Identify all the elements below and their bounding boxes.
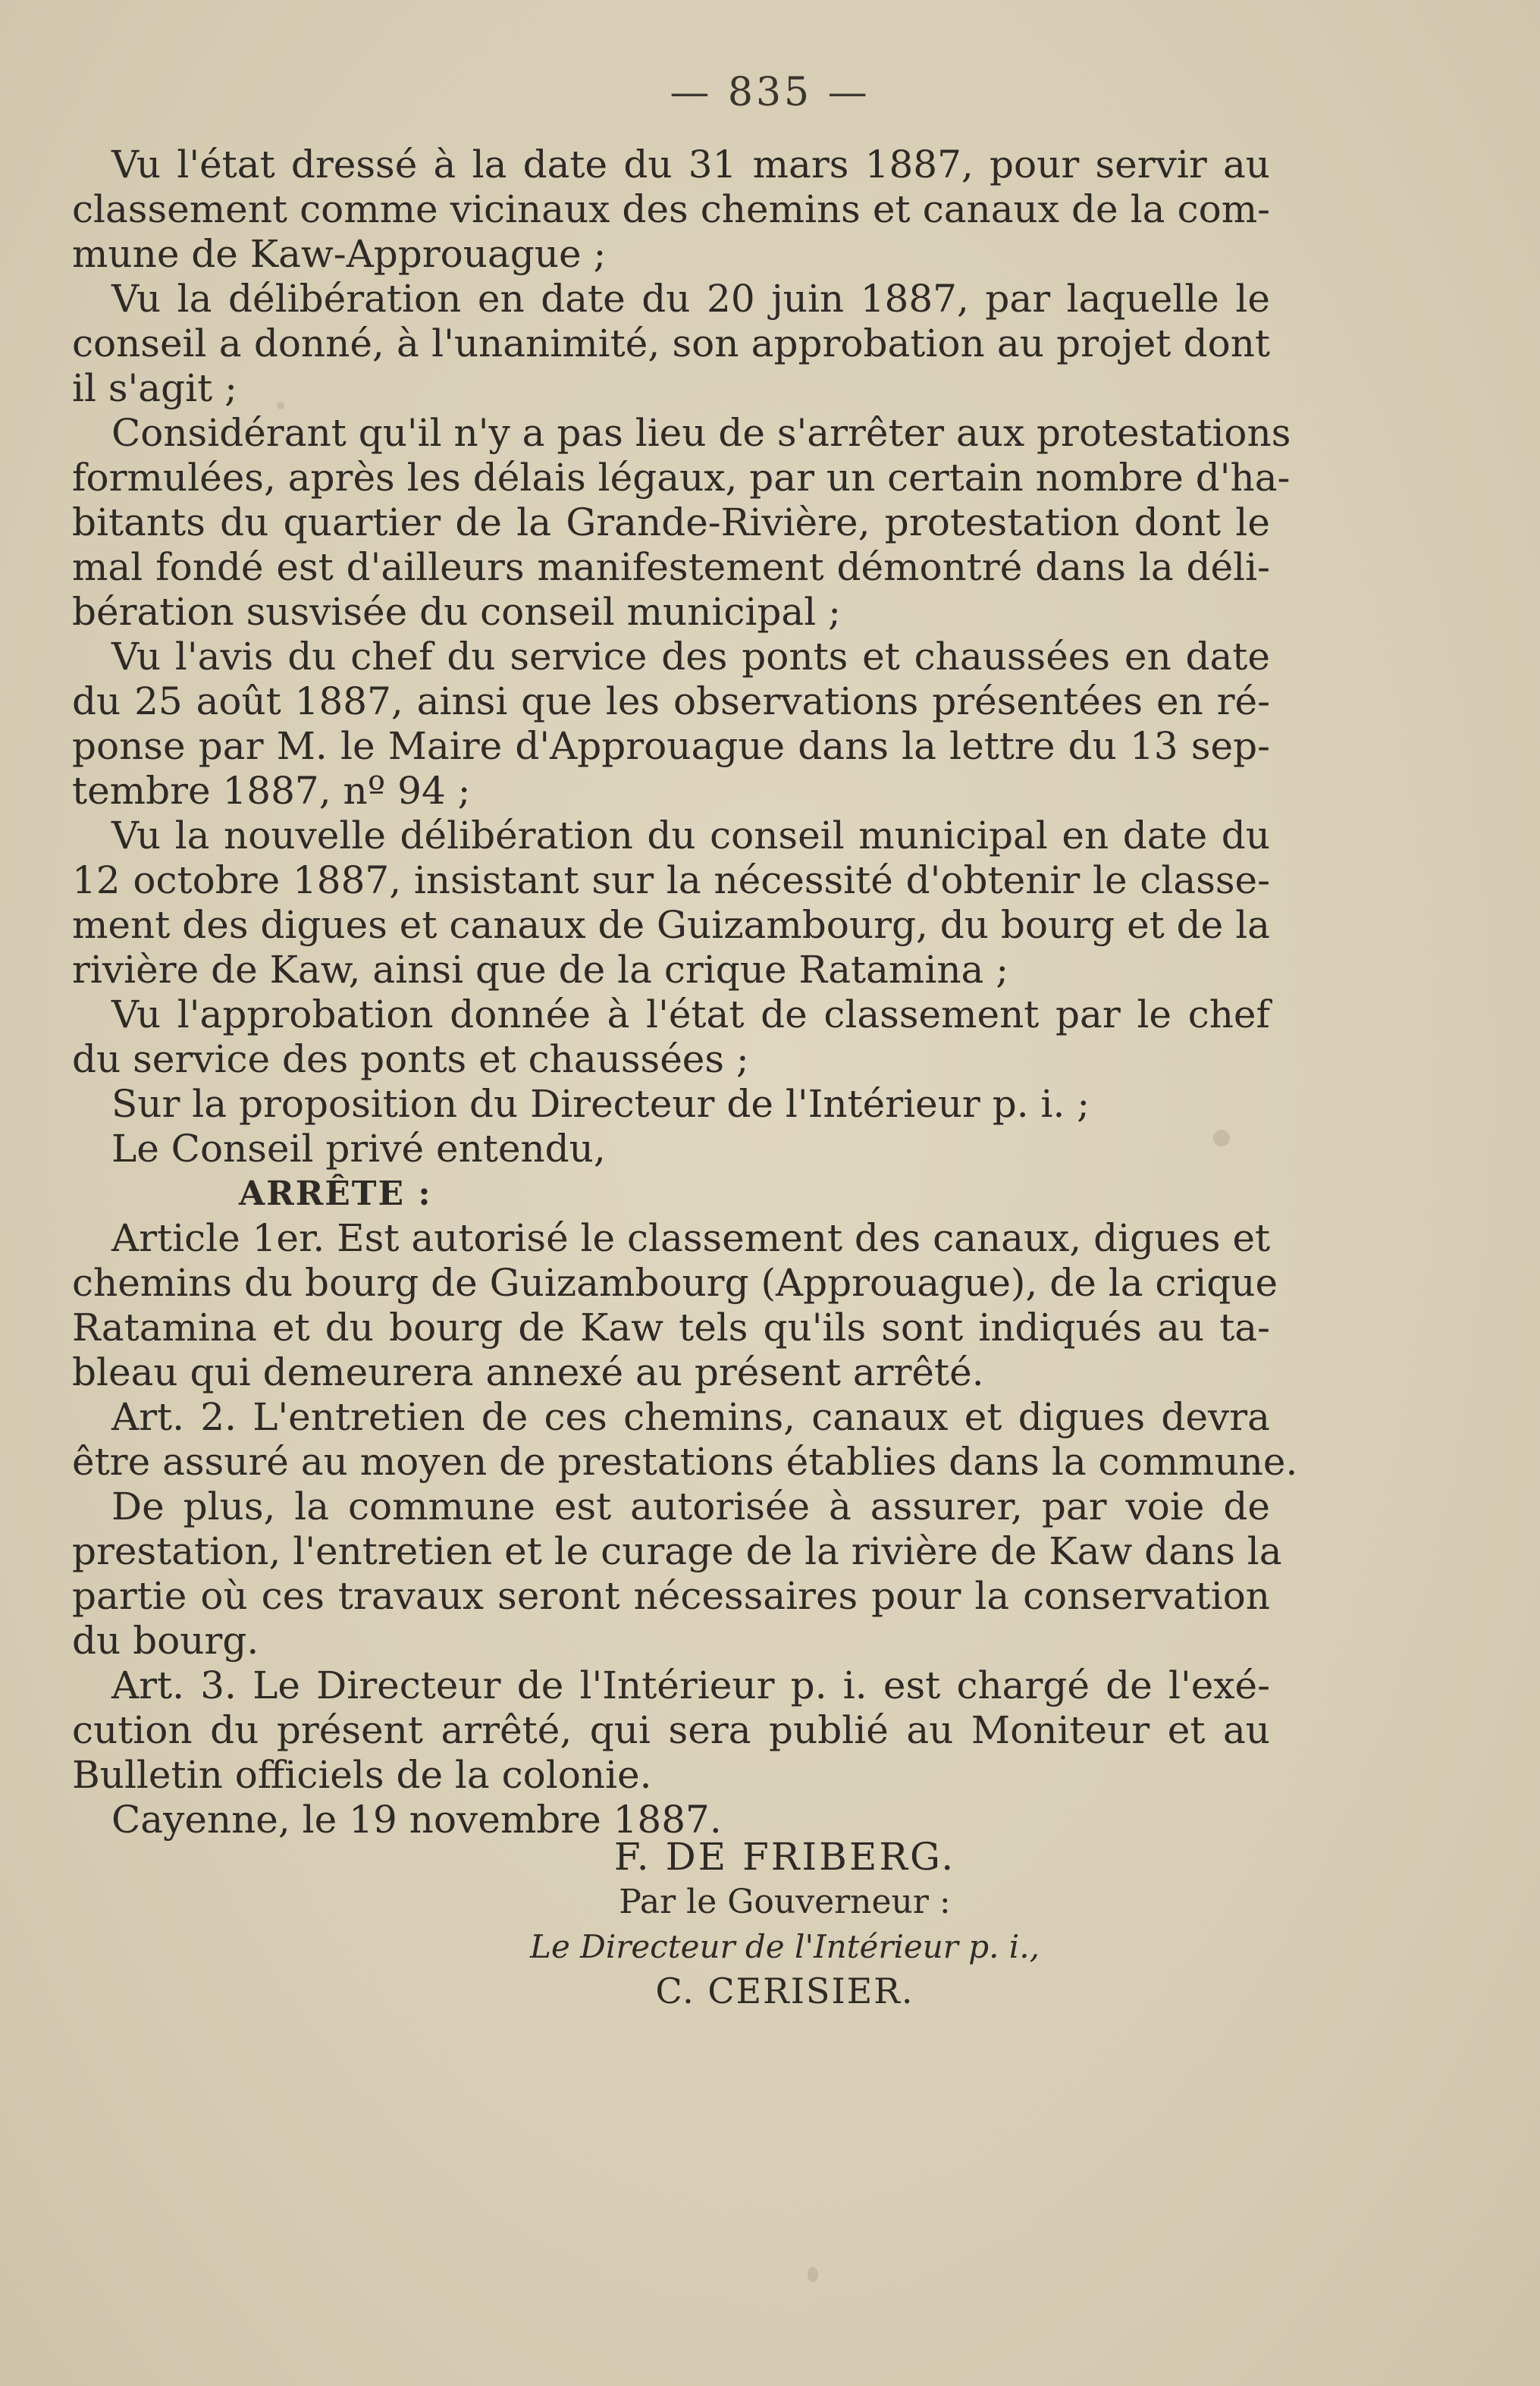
text-line: il s'agit ; bbox=[72, 366, 237, 410]
signature-name: F. DE FRIBERG. bbox=[613, 1835, 956, 1879]
signature-title: Le Directeur de l'Intérieur p. i., bbox=[530, 1928, 1040, 1965]
text-line: rivière de Kaw, ainsi que de la crique Ratamina ; bbox=[72, 948, 1009, 992]
text-line: Vu la nouvelle délibération du conseil municipal en date du bbox=[111, 814, 1270, 858]
signature-official: C. CERISIER. bbox=[655, 1971, 914, 2011]
text-line: Vu l'approbation donnée à l'état de classement par le chef bbox=[111, 992, 1270, 1036]
text-line: conseil a donné, à l'unanimité, son approbation au projet dont bbox=[72, 321, 1270, 365]
text-line: être assuré au moyen de prestations établies dans la commune. bbox=[72, 1440, 1298, 1484]
text-line: De plus, la commune est autorisée à assurer, par voie de bbox=[111, 1485, 1270, 1528]
text-line: Bulletin officiels de la colonie. bbox=[72, 1753, 652, 1797]
paper-speck bbox=[1213, 1130, 1230, 1146]
text-line: Considérant qu'il n'y a pas lieu de s'arrêter aux protestations bbox=[111, 411, 1291, 455]
text-line: mune de Kaw-Approuague ; bbox=[72, 232, 607, 276]
signature-block bbox=[72, 1835, 1270, 2014]
text-line: Art. 3. Le Directeur de l'Intérieur p. i. est chargé de l'exé- bbox=[111, 1663, 1270, 1707]
text-line: chemins du bourg de Guizambourg (Approuague), de la crique bbox=[72, 1261, 1278, 1305]
text-line: bération susvisée du conseil municipal ; bbox=[72, 590, 841, 634]
text-line: partie où ces travaux seront nécessaires pour la conservation bbox=[72, 1574, 1270, 1618]
text-line: ment des digues et canaux de Guizambourg, du bourg et de la bbox=[72, 903, 1270, 947]
body-text bbox=[72, 143, 1298, 1842]
text-line: du bourg. bbox=[72, 1619, 259, 1663]
text-line: Sur la proposition du Directeur de l'Intérieur p. i. ; bbox=[111, 1082, 1090, 1126]
text-line: Vu la délibération en date du 20 juin 1887, par laquelle le bbox=[111, 277, 1270, 321]
text-line: bleau qui demeurera annexé au présent arrêté. bbox=[72, 1350, 984, 1394]
text-line: Art. 2. L'entretien de ces chemins, canaux et digues devra bbox=[111, 1395, 1270, 1439]
text-line: cution du présent arrêté, qui sera publié au Moniteur et au bbox=[72, 1708, 1270, 1752]
text-line: mal fondé est d'ailleurs manifestement démontré dans la déli- bbox=[72, 545, 1270, 589]
text-line: Le Conseil privé entendu, bbox=[111, 1127, 606, 1171]
text-line: formulées, après les délais légaux, par un certain nombre d'ha- bbox=[72, 456, 1291, 500]
text-line: tembre 1887, nº 94 ; bbox=[72, 769, 471, 813]
text-line: Cayenne, le 19 novembre 1887. bbox=[111, 1798, 722, 1842]
text-line: du 25 août 1887, ainsi que les observations présentées en ré- bbox=[72, 679, 1270, 723]
text-line: Article 1er. Est autorisé le classement des canaux, digues et bbox=[111, 1216, 1271, 1260]
text-line: Vu l'état dressé à la date du 31 mars 1887, pour servir au bbox=[111, 143, 1270, 187]
paper-speck bbox=[808, 2267, 818, 2282]
page-number: — 835 — bbox=[670, 70, 870, 115]
text-line: du service des ponts et chaussées ; bbox=[72, 1037, 749, 1081]
text-line: Ratamina et du bourg de Kaw tels qu'ils sont indiqués au ta- bbox=[72, 1306, 1270, 1350]
text-line: bitants du quartier de la Grande-Rivière, protestation dont le bbox=[72, 500, 1270, 544]
text-line: ARRÊTE : bbox=[239, 1174, 432, 1213]
text-line: Vu l'avis du chef du service des ponts et chaussées en date bbox=[111, 635, 1270, 679]
text-line: prestation, l'entretien et le curage de la rivière de Kaw dans la bbox=[72, 1529, 1282, 1573]
signature-by: Par le Gouverneur : bbox=[619, 1883, 951, 1921]
text-line: classement comme vicinaux des chemins et canaux de la com- bbox=[72, 187, 1270, 231]
paper-speck bbox=[277, 402, 284, 409]
text-line: ponse par M. le Maire d'Approuague dans la lettre du 13 sep- bbox=[72, 724, 1270, 768]
text-line: 12 octobre 1887, insistant sur la nécessité d'obtenir le classe- bbox=[72, 858, 1270, 902]
